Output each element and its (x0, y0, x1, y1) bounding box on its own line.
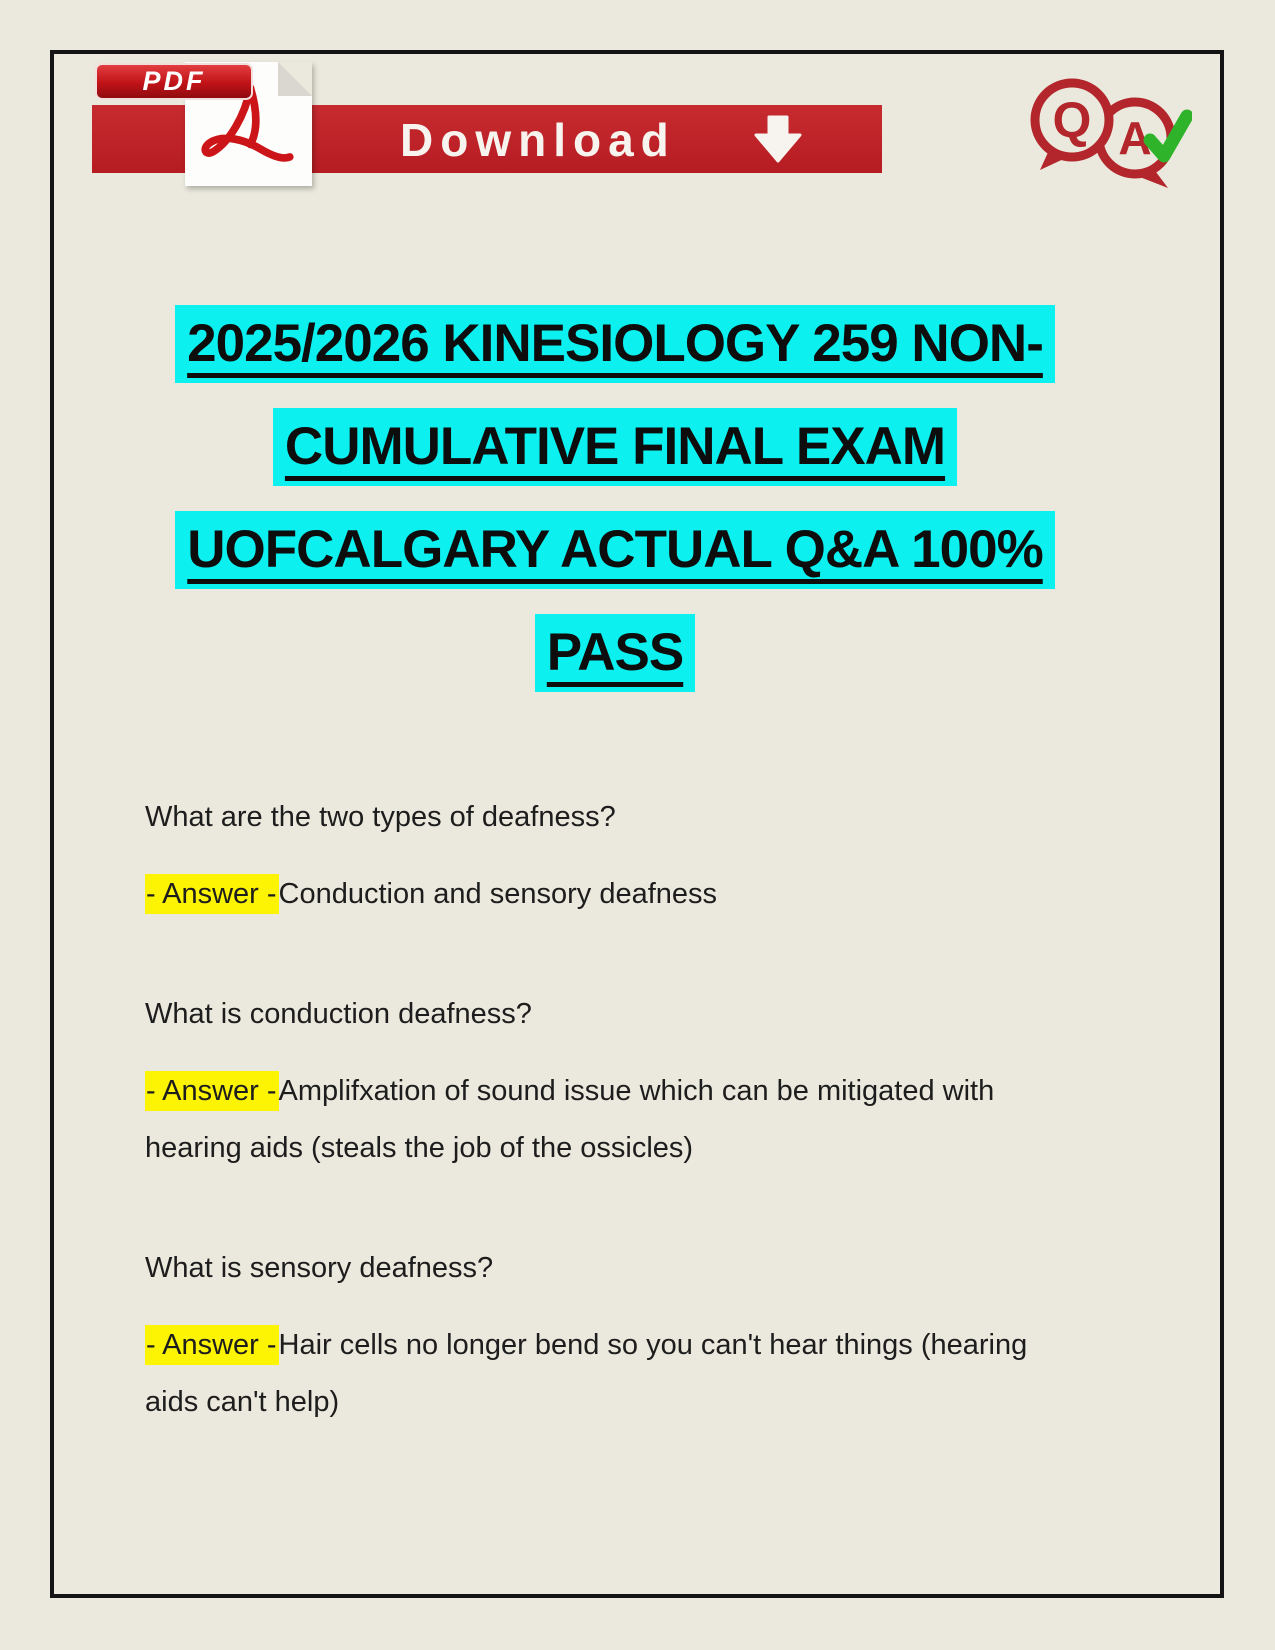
question-text: What are the two types of deafness? (145, 801, 616, 833)
document-content (142, 0, 1085, 1505)
title-line-1: 2025/2026 KINESIOLOGY 259 NON- (175, 305, 1055, 383)
answer-text (145, 1317, 1085, 1431)
title-line (145, 498, 1085, 601)
title-line (145, 601, 1085, 704)
pdf-badge-label: PDF (142, 66, 206, 96)
answer-text (145, 1063, 1085, 1177)
qa-list (145, 800, 1085, 1431)
logo-q-letter: Q (1052, 92, 1092, 148)
answer-body: Amplifxation of sound issue which can be mitigated with hearing aids (steals the job of the ossicles) (145, 1075, 995, 1164)
answer-prefix-highlight: - Answer - (145, 1071, 279, 1111)
title-line-4: PASS (535, 614, 695, 692)
qa-item-1 (145, 800, 1085, 923)
answer-prefix-highlight: - Answer - (145, 874, 279, 914)
answer-body: Hair cells no longer bend so you can't hear things (hearing aids can't help) (145, 1329, 1028, 1418)
answer-prefix-highlight: - Answer - (145, 1325, 279, 1365)
qa-item-3 (145, 1251, 1085, 1431)
title-line-2: CUMULATIVE FINAL EXAM (273, 408, 957, 486)
title-line-3: UOFCALGARY ACTUAL Q&A 100% (175, 511, 1054, 589)
document-title (145, 292, 1085, 704)
title-line (145, 395, 1085, 498)
question-text: What is sensory deafness? (145, 1252, 494, 1284)
title-line (145, 292, 1085, 395)
qa-item-2 (145, 997, 1085, 1177)
answer-body: Conduction and sensory deafness (278, 878, 718, 910)
download-label: Download (400, 114, 676, 166)
logo-a-letter: A (1118, 112, 1152, 164)
answer-text (145, 866, 1085, 923)
question-text: What is conduction deafness? (145, 998, 532, 1030)
